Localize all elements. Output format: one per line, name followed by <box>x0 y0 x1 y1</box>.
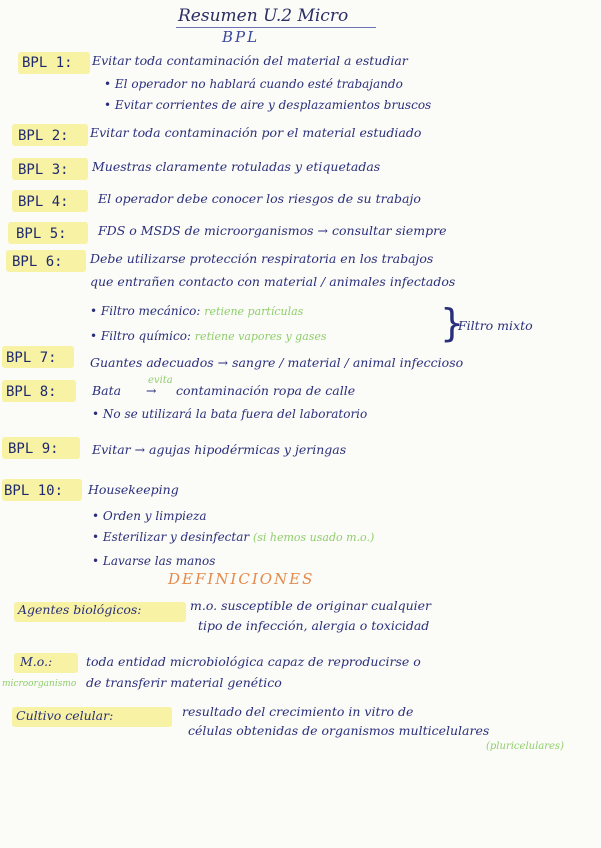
bpl-text-5: FDS o MSDS de microorganismos → consultar siempre <box>98 223 447 238</box>
bpl-10-sub-1: • Orden y limpieza <box>92 509 207 523</box>
bpl-10-sub-2-text: Esterilizar y desinfectar <box>102 530 250 544</box>
bpl-text-6-line-1: Debe utilizarse protección respiratoria en los trabajos <box>90 251 434 266</box>
bpl-10-sub-3: • Lavarse las manos <box>92 554 216 568</box>
bpl-1-sub-2: • Evitar corrientes de aire y desplazamientos bruscos <box>104 98 432 112</box>
bpl-text-1: Evitar toda contaminación del material a estudiar <box>92 53 408 68</box>
bpl-label-9: BPL 9: <box>8 441 59 457</box>
bpl-6-sub-2: • Filtro químico: retiene vapores y gases <box>90 329 327 343</box>
bpl-label-2: BPL 2: <box>18 128 69 144</box>
bpl-text-2: Evitar toda contaminación por el material estudiado <box>90 125 422 140</box>
bpl-10-sub-note: (si hemos usado m.o.) <box>252 531 375 544</box>
bpl-text-4: El operador debe conocer los riesgos de su trabajo <box>98 191 421 206</box>
bpl-text-7: Guantes adecuados → sangre / material / animal infeccioso <box>90 355 464 370</box>
bpl-label-6: BPL 6: <box>12 254 63 270</box>
bpl-6-sub-1: • Filtro mecánico: retiene partículas <box>90 304 304 318</box>
bpl-text-10: Housekeeping <box>88 482 179 497</box>
def-2-line-1: toda entidad microbiológica capaz de reproducirse o <box>86 654 421 669</box>
bpl-8-arrow-note: evita <box>148 375 173 386</box>
bpl-1-sub-1-text: El operador no hablará cuando esté trabajando <box>114 77 403 91</box>
bpl-text-8-a: Bata <box>92 383 122 398</box>
bpl-6-sub-2-text: Filtro químico: <box>100 329 191 343</box>
bpl-8-sub-1: • No se utilizará la bata fuera del laboratorio <box>92 407 368 421</box>
def-term-3: Cultivo celular: <box>16 708 114 723</box>
bpl-8-arrow: → <box>146 383 157 398</box>
bpl-text-3: Muestras claramente rotuladas y etiquetadas <box>92 159 381 174</box>
bpl-10-sub-3-text: Lavarse las manos <box>102 554 216 568</box>
bpl-label-7: BPL 7: <box>6 350 57 366</box>
bpl-label-8: BPL 8: <box>6 384 57 400</box>
bpl-6-sub-2-note: retiene vapores y gases <box>194 330 327 343</box>
def-2-term-note: microorganismo <box>2 679 77 689</box>
def-1-line-1: m.o. susceptible de originar cualquier <box>190 598 431 613</box>
bpl-text-8-b: contaminación ropa de calle <box>176 383 356 398</box>
def-term-1: Agentes biológicos: <box>18 602 142 617</box>
title-underline <box>176 27 376 28</box>
def-3-line-1: resultado del crecimiento in vitro de <box>182 704 414 719</box>
bpl-label-3: BPL 3: <box>18 162 69 178</box>
def-term-2: M.o.: <box>20 654 53 669</box>
bpl-text-6-line-2: que entrañen contacto con material / animales infectados <box>90 274 456 289</box>
def-3-note: (pluricelulares) <box>486 741 564 752</box>
filtro-mixto-label: Filtro mixto <box>458 318 533 333</box>
bpl-1-sub-1: • El operador no hablará cuando esté trabajando <box>104 77 403 91</box>
bpl-6-sub-1-text: Filtro mecánico: <box>100 304 201 318</box>
section-header-bpl: BPL <box>222 28 260 46</box>
bpl-10-sub-1-text: Orden y limpieza <box>102 509 207 523</box>
def-1-line-2: tipo de infección, alergia o toxicidad <box>198 618 430 633</box>
bpl-label-1: BPL 1: <box>22 55 73 71</box>
bpl-10-sub-2: • Esterilizar y desinfectar (si hemos usado m.o.) <box>92 530 375 544</box>
bpl-8-sub-1-text: No se utilizará la bata fuera del laboratorio <box>102 407 368 421</box>
bpl-label-4: BPL 4: <box>18 194 69 210</box>
def-3-line-2: células obtenidas de organismos multicelulares <box>188 723 490 738</box>
bpl-6-sub-1-note: retiene partículas <box>204 305 304 318</box>
def-2-line-2: de transferir material genético <box>86 675 282 690</box>
brace-symbol: } <box>440 301 465 345</box>
bpl-1-sub-2-text: Evitar corrientes de aire y desplazamientos bruscos <box>114 98 432 112</box>
section-header-definiciones: DEFINICIONES <box>168 570 315 588</box>
bpl-label-5: BPL 5: <box>16 226 67 242</box>
bpl-text-9: Evitar → agujas hipodérmicas y jeringas <box>92 442 347 457</box>
page-title: Resumen U.2 Micro <box>178 6 349 26</box>
bpl-label-10: BPL 10: <box>4 483 64 499</box>
